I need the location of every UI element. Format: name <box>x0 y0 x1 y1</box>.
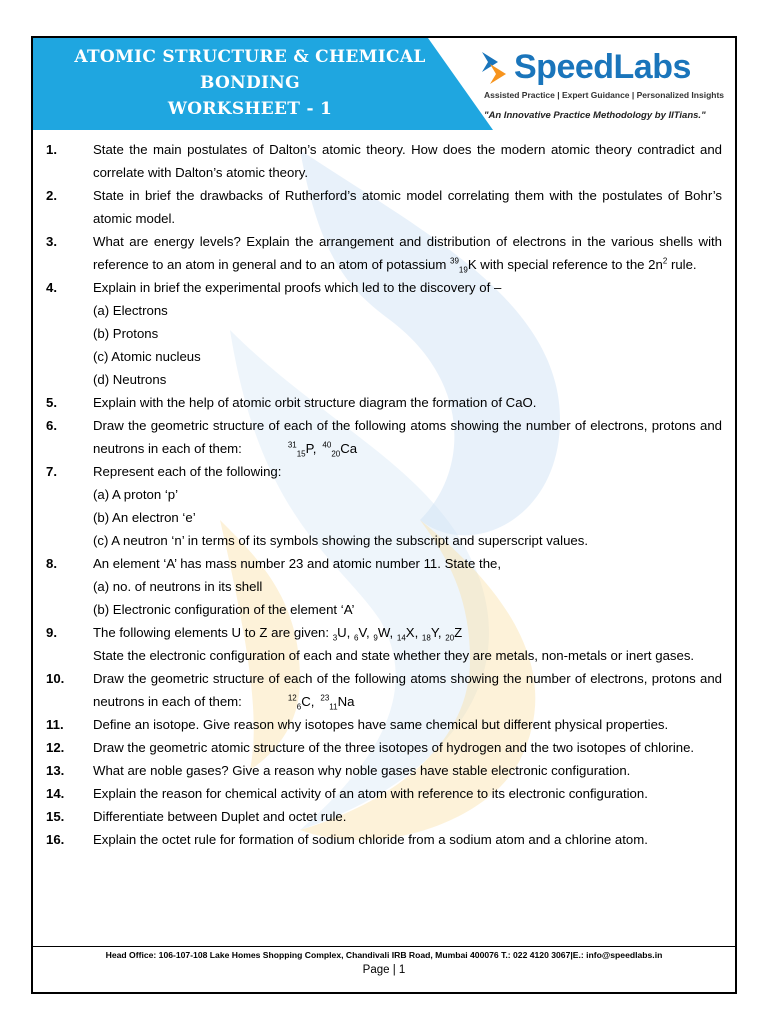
element-symbol: $_{14}$X <box>396 625 415 643</box>
title-line-2: WORKSHEET - 1 <box>167 99 333 119</box>
atomic-number: 19 <box>458 265 468 275</box>
question-text: Define an isotope. Give reason why isotopes have same chemical but different physical properties. <box>93 717 669 732</box>
question-text: State in brief the drawbacks of Rutherford’s atomic model correlating them with the postulates of Bohr’s atomic model. <box>93 188 722 226</box>
page-number: Page | 1 <box>362 964 406 976</box>
question-item <box>46 828 722 851</box>
atomic-number: 11 <box>329 702 338 712</box>
atomic-number: 20 <box>445 633 455 643</box>
question-number: 2. <box>46 188 57 203</box>
sub-item: State the electronic configuration of each and state whether they are metals, non-metals or inert gases. <box>93 648 695 663</box>
element-symbol: $_3$U <box>332 625 347 643</box>
question-number: 10. <box>46 671 65 686</box>
atom-symbol <box>322 440 358 459</box>
exponent: 2 <box>662 256 668 266</box>
sub-item: (c) Atomic nucleus <box>93 349 201 364</box>
question-text: The following elements U to Z are given: $_3$U, $_6$V, $_9$W, $_{14}$X, $_{18}$Y, $_{20}$Z <box>93 625 463 643</box>
question-text: Represent each of the following: <box>93 464 282 479</box>
element-symbol: K <box>467 257 477 272</box>
question-number: 4. <box>46 280 57 295</box>
element-symbol: P <box>305 441 313 456</box>
footer-address: Head Office: 106-107-108 Lake Homes Shopping Complex, Chandivali IRB Road, Mumbai 400076 T.: 022 4120 3067|E.: info@speedlabs.in <box>105 950 663 960</box>
question-text: Differentiate between Duplet and octet rule. <box>93 809 347 824</box>
mass-number: 12 <box>287 693 297 703</box>
question-item <box>46 552 722 575</box>
sub-item: (a) A proton ‘p’ <box>93 487 179 502</box>
sub-item: (d) Neutrons <box>93 372 167 387</box>
atom-list <box>282 440 358 459</box>
atomic-number: 14 <box>396 633 406 643</box>
question-number: 12. <box>46 740 65 755</box>
question-text: What are noble gases? Give a reason why noble gases have stable electronic configuration. <box>93 763 631 778</box>
question-text: Draw the geometric atomic structure of the three isotopes of hydrogen and the two isotopes of chlorine. <box>93 740 695 755</box>
question-number: 11. <box>46 717 64 732</box>
question-number: 5. <box>46 395 57 410</box>
question-list <box>46 138 722 851</box>
question-item <box>46 230 722 276</box>
question-number: 7. <box>46 464 57 479</box>
question-number: 14. <box>46 786 65 801</box>
sub-item: (b) An electron ‘e’ <box>93 510 196 525</box>
question-text: Explain in brief the experimental proofs which led to the discovery of – <box>93 280 502 295</box>
mass-number: 39 <box>450 256 459 266</box>
element-symbol: $_{18}$Y <box>421 625 438 643</box>
worksheet-title <box>40 44 460 122</box>
sub-item: (a) no. of neutrons in its shell <box>93 579 263 594</box>
question-number: 8. <box>46 556 57 571</box>
sub-item: (b) Protons <box>93 326 159 341</box>
question-text: Draw the geometric structure of each of the following atoms showing the number of electrons, protons and neutrons in each of them: $^{12}_6$C, $^{23}_{11}$Na <box>93 671 722 712</box>
brand-quote: "An Innovative Practice Methodology by IITians." <box>484 110 706 121</box>
question-number: 1. <box>46 142 57 157</box>
atom-symbol <box>320 693 355 712</box>
question-text: Explain the octet rule for formation of sodium chloride from a sodium atom and a chlorine atom. <box>93 832 648 847</box>
element-symbol: $_9$W <box>373 625 390 643</box>
footer-divider <box>33 946 735 947</box>
atom-symbol: $^{31}_{15}$P, <box>287 440 317 459</box>
question-item <box>46 391 722 414</box>
question-number: 13. <box>46 763 65 778</box>
question-number: 15. <box>46 809 65 824</box>
element-symbol: Na <box>337 694 355 709</box>
atomic-number: 3 <box>332 633 338 643</box>
speedlabs-mark-icon <box>480 50 512 86</box>
question-number: 9. <box>46 625 57 640</box>
atomic-number: 15 <box>296 449 306 459</box>
atomic-number: 9 <box>373 633 378 643</box>
question-item <box>46 759 722 782</box>
atomic-number: 6 <box>296 702 302 712</box>
mass-number: 40 <box>322 440 332 450</box>
brand-name: SpeedLabs <box>514 48 691 86</box>
question-number: 6. <box>46 418 57 433</box>
question-text: State the main postulates of Dalton’s atomic theory. How does the modern atomic theory contradict and correlate with Dalton’s atomic theory. <box>93 142 722 180</box>
sub-item: (c) A neutron ‘n’ in terms of its symbols showing the subscript and superscript values. <box>93 533 588 548</box>
question-item <box>46 621 722 644</box>
question-item <box>46 736 722 759</box>
question-number: 16. <box>46 832 65 847</box>
question-item <box>46 805 722 828</box>
element-symbol: C <box>301 694 311 709</box>
question-text: What are energy levels? Explain the arrangement and distribution of electrons in the various shells with reference to an atom in general and to an atom of potassium $^{39}_{19}$K with special reference to the $2n^2$ rule. <box>93 234 722 275</box>
atom-symbol: $^{12}_6$C, <box>287 693 315 712</box>
question-item <box>46 782 722 805</box>
element-symbol: $_{20}$Z <box>445 625 463 643</box>
question-item <box>46 414 722 460</box>
atomic-number: 6 <box>354 633 359 643</box>
atomic-number: 20 <box>331 449 341 459</box>
mass-number: 23 <box>320 693 330 703</box>
title-line-1: ATOMIC STRUCTURE & CHEMICAL BONDING <box>74 47 426 93</box>
question-item <box>46 460 722 483</box>
question-text: An element ‘A’ has mass number 23 and atomic number 11. State the, <box>93 556 502 571</box>
question-item <box>46 276 722 299</box>
question-item <box>46 138 722 184</box>
element-symbol: $_6$V <box>354 625 367 643</box>
question-item <box>46 713 722 736</box>
sub-item: (a) Electrons <box>93 303 168 318</box>
atom-list <box>282 693 355 712</box>
mass-number: 31 <box>287 440 297 450</box>
question-item <box>46 184 722 230</box>
brand-tagline: Assisted Practice | Expert Guidance | Personalized Insights <box>484 90 725 100</box>
question-number: 3. <box>46 234 57 249</box>
question-text: Explain with the help of atomic orbit structure diagram the formation of CaO. <box>93 395 537 410</box>
question-text: Draw the geometric structure of each of the following atoms showing the number of electrons, protons and neutrons in each of them: $^{31}_{15}$P, $^{40}_{20}$Ca <box>93 418 722 459</box>
question-item <box>46 667 722 713</box>
element-symbol: Ca <box>340 441 358 456</box>
sub-item: (b) Electronic configuration of the element ‘A’ <box>93 602 355 617</box>
question-text: Explain the reason for chemical activity of an atom with reference to its electronic configuration. <box>93 786 648 801</box>
atomic-number: 18 <box>421 633 431 643</box>
